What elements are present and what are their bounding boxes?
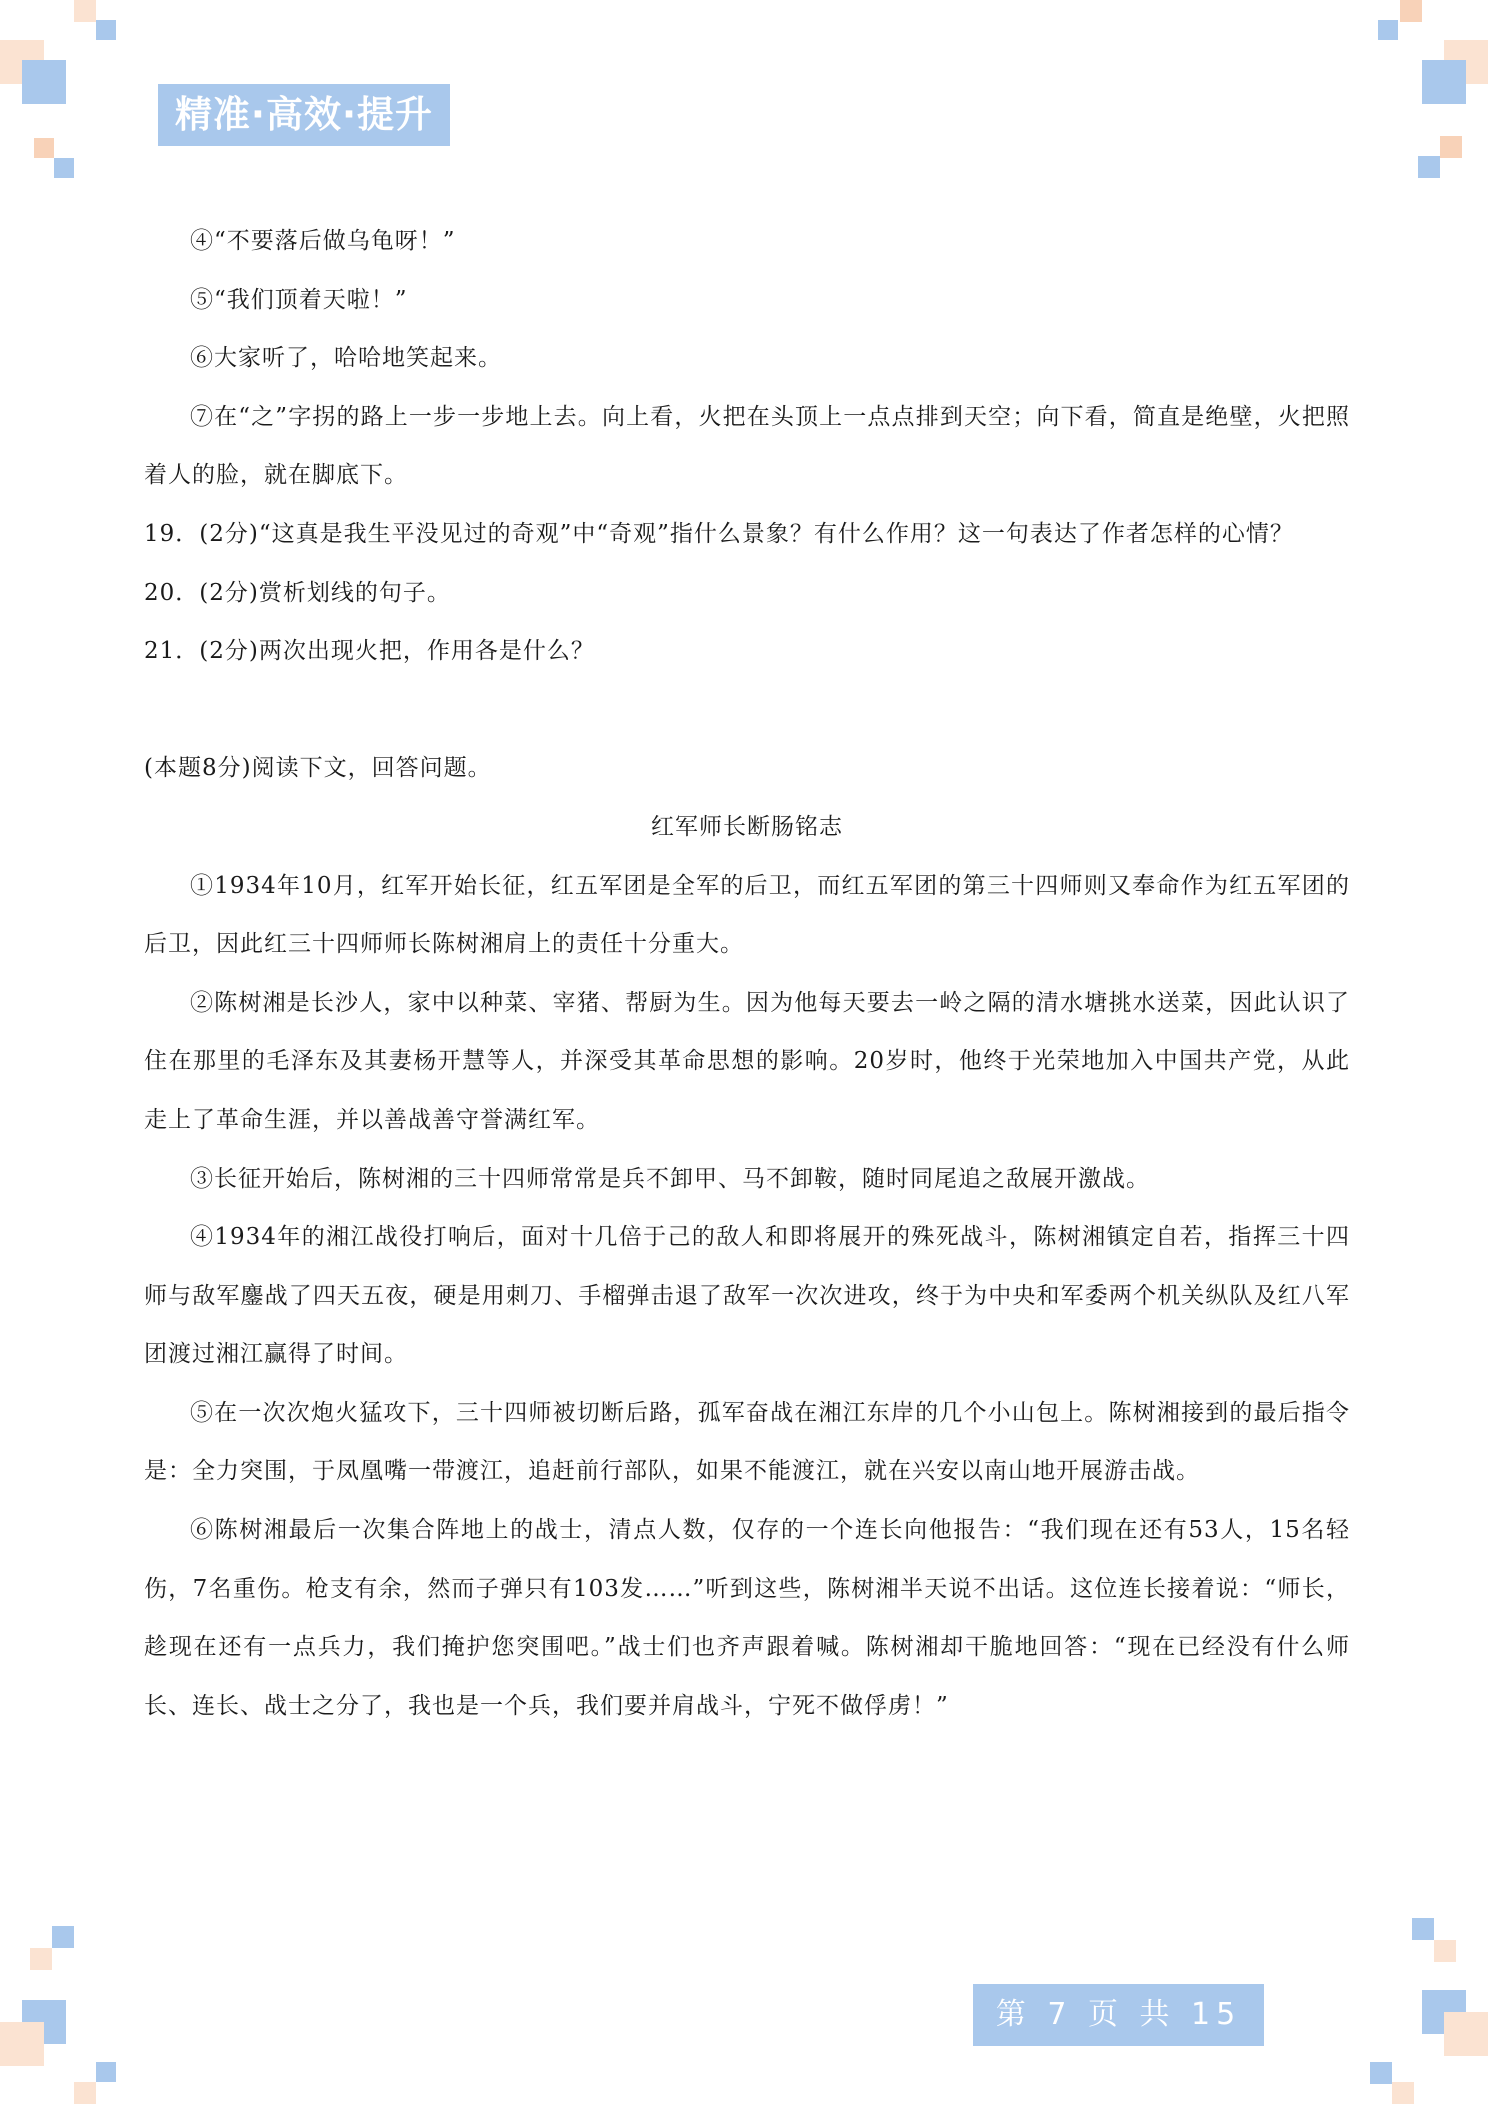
article-paragraph-2: ②陈树湘是长沙人，家中以种菜、宰猪、帮厨为生。因为他每天要去一岭之隔的清水塘挑水送菜，因此认识了住在那里的毛泽东及其妻杨开慧等人，并深受其革命思想的影响。20岁时，他终于光荣地加入中国共产党，从此走上了革命生涯，并以善战善守誉满红军。 [144,989,1350,1133]
decor-square [1412,1918,1434,1940]
decor-square [1400,0,1422,22]
decor-square [0,2022,44,2066]
decor-square [1370,2062,1392,2084]
decor-square [1392,2082,1414,2104]
question-19: 19．(2分)“这真是我生平没见过的奇观”中“奇观”指什么景象？有什么作用？这一句表达了作者怎样的心情？ [144,520,1294,547]
question-20: 20．(2分)赏析划线的句子。 [144,579,451,606]
decor-square [54,158,74,178]
article-paragraph-6: ⑥陈树湘最后一次集合阵地上的战士，清点人数，仅存的一个连长向他报告：“我们现在还有53人，15名轻伤，7名重伤。枪支有余，然而子弹只有103发……”听到这些，陈树湘半天说不出话。这位连长接着说：“师长，趁现在还有一点兵力，我们掩护您突围吧。”战士们也齐声跟着喊。陈树湘却干脆地回答：“现在已经没有什么师长、连长、战士之分了，我也是一个兵，我们要并肩战斗，宁死不做俘虏！” [144,1517,1350,1719]
page-number-badge: 第 7 页 共 15 页 [973,1984,1264,2046]
decor-square [1422,60,1466,104]
story-line: ④“不要落后做乌龟呀！” [190,228,456,254]
decor-square [1444,2012,1488,2056]
question-21: 21．(2分)两次出现火把，作用各是什么？ [144,638,595,665]
decor-square [30,1948,52,1970]
document-body [144,212,1350,1735]
decor-square [34,138,54,158]
story-line: ⑥大家听了，哈哈地笑起来。 [190,345,502,372]
brand-banner: 精准·高效·提升 [158,84,450,146]
article-title: 红军师长断肠铭志 [651,813,843,840]
decor-square [1434,1940,1456,1962]
story-paragraph: ⑦在“之”字拐的路上一步一步地上去。向上看，火把在头顶上一点点排到天空；向下看，简直是绝壁，火把照着人的脸，就在脚底下。 [144,403,1350,489]
article-paragraph-5: ⑤在一次次炮火猛攻下，三十四师被切断后路，孤军奋战在湘江东岸的几个小山包上。陈树湘接到的最后指令是：全力突围，于凤凰嘴一带渡江，追赶前行部队，如果不能渡江，就在兴安以南山地开展游击战。 [144,1399,1350,1485]
decor-square [22,60,66,104]
story-line: ⑤“我们顶着天啦！” [190,286,408,313]
decor-square [1418,156,1440,178]
section-instruction: (本题8分)阅读下文，回答问题。 [144,755,492,782]
decor-square [1440,136,1462,158]
decor-square [52,1926,74,1948]
decor-square [74,2082,96,2104]
decor-square [96,20,116,40]
article-paragraph-3: ③长征开始后，陈树湘的三十四师常常是兵不卸甲、马不卸鞍，随时同尾追之敌展开激战。 [190,1165,1150,1192]
article-paragraph-1: ①1934年10月，红军开始长征，红五军团是全军的后卫，而红五军团的第三十四师则又奉命作为红五军团的后卫，因此红三十四师师长陈树湘肩上的责任十分重大。 [144,872,1350,958]
decor-square [74,0,96,22]
decor-square [96,2062,116,2082]
decor-square [1378,20,1398,40]
article-paragraph-4: ④1934年的湘江战役打响后，面对十几倍于己的敌人和即将展开的殊死战斗，陈树湘镇定自若，指挥三十四师与敌军鏖战了四天五夜，硬是用刺刀、手榴弹击退了敌军一次次进攻，终于为中央和军委两个机关纵队及红八军团渡过湘江赢得了时间。 [144,1224,1350,1368]
section-spacer [144,681,1350,740]
